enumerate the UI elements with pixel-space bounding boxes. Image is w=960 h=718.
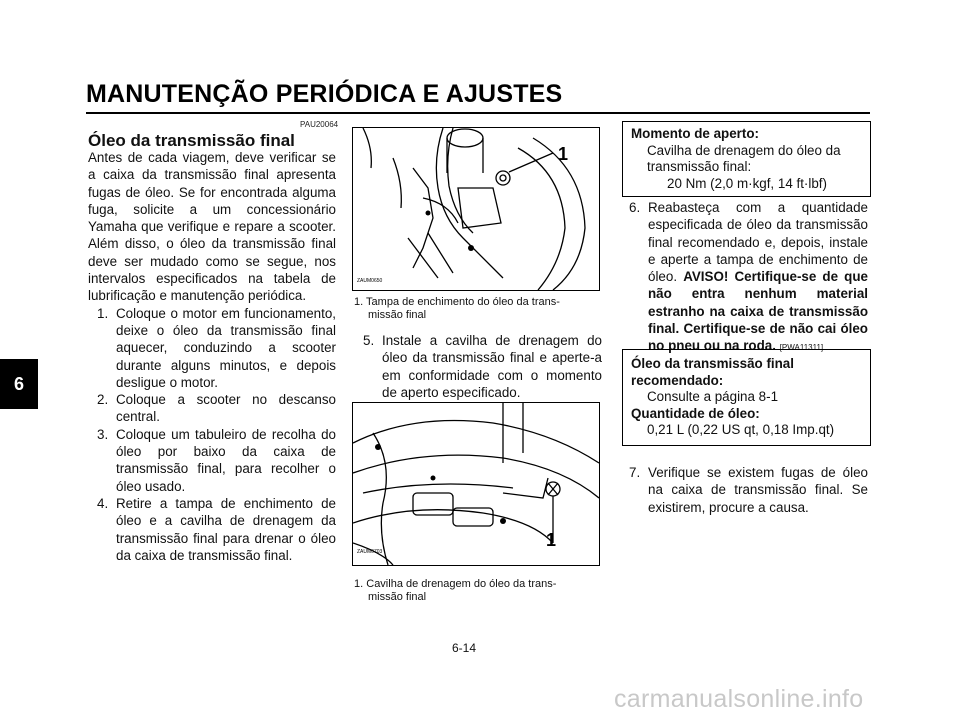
oil-spec-box [622, 349, 871, 446]
figure2-caption: 1. Cavilha de drenagem do óleo da trans- missão final [354, 578, 557, 603]
section-title: Óleo da transmissão final [88, 131, 295, 150]
step-item: 1. Coloque o motor em funcionamento, deixe o óleo da transmissão final aquecer, conduzindo a scooter durante alguns minutos, e depois desligue o motor. [97, 305, 336, 390]
step-item: 6. Reabasteça com a quantidade especificada de óleo da transmissão final recomendado e, depois, instale e aperte a tampa de enchimento de óleo. AVISO! Certifique-se de que não entra nenhum material estranho na caixa de transmissão final. Certifique-se de não cai óleo no pneu ou na roda. [PWA11311] [629, 200, 868, 354]
section-code: PAU20064 [300, 120, 339, 129]
step-item: 5. Instale a cavilha de drenagem do óleo da transmissão final e aperte-a em conformidade com o momento de aperto especificado. [363, 333, 602, 400]
column-1 [88, 149, 336, 564]
step-item: 3. Coloque um tabuleiro de recolha do óleo por baixo da caixa de transmissão final, para recolher o óleo usado. [97, 426, 336, 494]
figure2-callout: 1 [546, 530, 557, 550]
drain-bolt-illustration [353, 403, 599, 565]
torque-value: 20 Nm (2,0 m·kgf, 14 ft·lbf) [667, 175, 827, 191]
oil-heading: Óleo da transmissão final [631, 356, 794, 371]
figure1-code: ZAUM0650 [357, 278, 383, 284]
header-rule [86, 112, 870, 114]
figure1-callout: 1 [558, 144, 569, 164]
column-3-step6 [620, 199, 868, 357]
oil-qty-value: 0,21 L (0,22 US qt, 0,18 Imp.qt) [647, 422, 835, 437]
warning-code: [PWA11311] [779, 343, 824, 353]
intro-paragraph: Antes de cada viagem, deve verificar se a caixa da transmissão final apresenta fugas de óleo. Se for encontrada alguma fuga, solicite a um concessionário Yamaha que verifique e repare a scooter. Além disso, o óleo da transmissão final deve ser mudado como se segue, nos intervalos especificados na tabela de lubrificação e manutenção periódica. [88, 150, 336, 304]
filler-cap-illustration [353, 128, 599, 290]
step-item: 4. Retire a tampa de enchimento de óleo e a cavilha de drenagem da transmissão final para drenar o óleo da caixa de transmissão final. [97, 495, 336, 563]
oil-qty-label: Quantidade de óleo: [631, 405, 760, 421]
torque-spec-box [622, 121, 871, 197]
warning-text: AVISO! Certifique-se de que não entra nenhum material estranho na caixa de transmissão final. Certifique-se de não cai óleo no pneu ou na roda. [648, 269, 868, 354]
figure2-code: ZAUM0703 [357, 549, 383, 555]
figure-drain-bolt [352, 402, 600, 566]
torque-item-line: transmissão final: [647, 159, 752, 174]
page-header-title: MANUTENÇÃO PERIÓDICA E AJUSTES [86, 80, 563, 108]
oil-heading: recomendado: [631, 372, 724, 388]
oil-ref: Consulte a página 8-1 [647, 389, 779, 404]
chapter-tab[interactable]: 6 [0, 359, 38, 409]
column-3-step7 [620, 464, 868, 516]
torque-item-line: Cavilha de drenagem do óleo da [647, 142, 841, 158]
figure-filler-cap [352, 127, 600, 291]
watermark: carmanualsonline.info [614, 685, 864, 713]
step-item: 7. Verifique se existem fugas de óleo na caixa de transmissão final. Se existirem, procure a causa. [629, 465, 868, 515]
torque-heading: Momento de aperto: [631, 126, 759, 141]
column-2-steps [354, 332, 602, 401]
page-number: 6-14 [452, 641, 477, 655]
figure1-caption: 1. Tampa de enchimento do óleo da trans- missão final [354, 296, 560, 321]
step-item: 2. Coloque a scooter no descanso central. [97, 392, 336, 425]
